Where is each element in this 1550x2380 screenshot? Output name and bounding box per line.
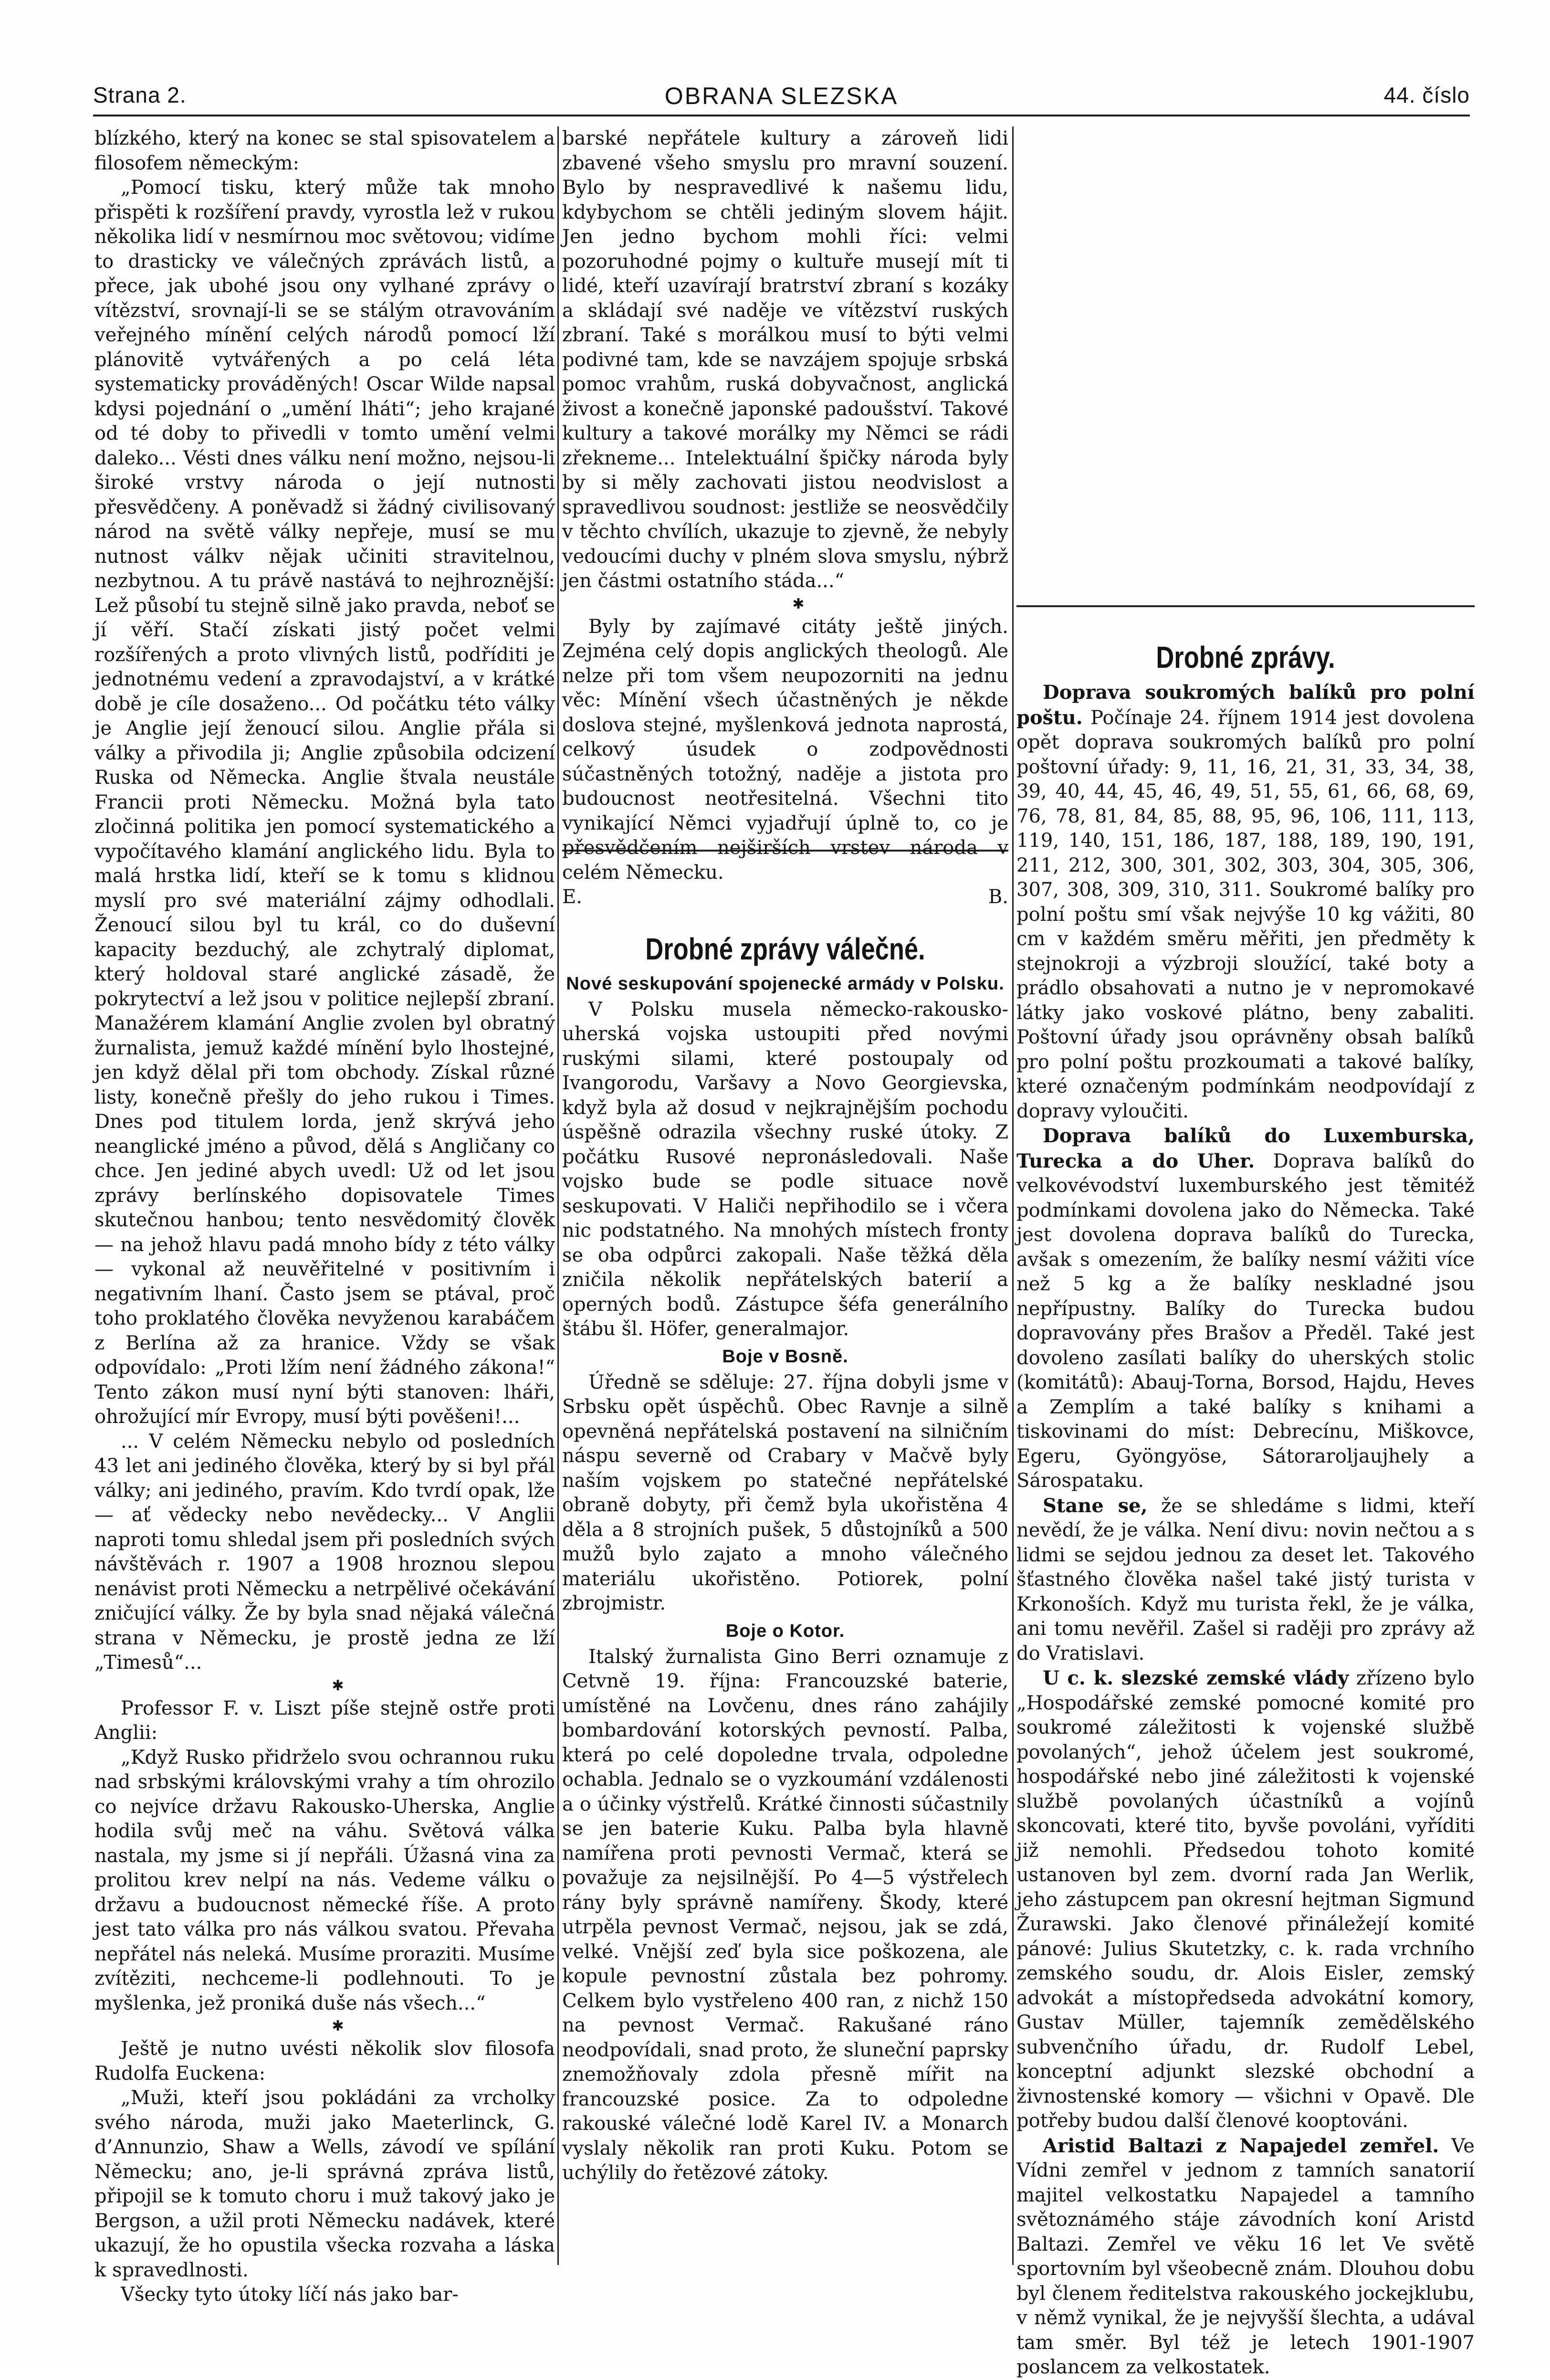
column-divider <box>557 126 559 2265</box>
page-header <box>93 76 1470 116</box>
news-item <box>1016 2134 1475 2380</box>
blank-area <box>1016 126 1475 623</box>
paragraph: barské nepřátele kultury a zároveň lidi zbavené všeho smyslu pro mravní souzení. Bylo by nespravedlivé k našemu lidu, kdybychom se chtěli jediným slovem hájit. Jen jedno bychom mohli říci: velmi pozoruhodné pojmy o kultuře musejí mít ti lidé, kteří uzavírají bratrství zbraní s kozáky a skládají své naděje ve vítězství ruských zbraní. Také s morálkou musí to býti velmi podivné tam, kde se navzájem spojuje srbská pomoc vrahům, ruská dobyvačnost, anglická živost a konečně japonské padoušství. Takové kultury a takové morálky my Němci se rádi zřekneme... Intelektuální špičky národa byly by si měly zachovati jistou neodvislost a spravedlivou soudnost: jestliže se neosvědčily v těchto chvílích, ukazuje to zjevně, že nebyly vedoucími duchy v plném slova smyslu, nýbrž jen částmi ostatního stáda...“ <box>562 127 1008 592</box>
news-item <box>1016 1494 1475 1666</box>
quote-paragraph: „Když Rusko přidrželo svou ochrannou ruku nad srbskými královskými vrahy a tím ohrozilo co nejvíce državu Rakousko-Uherska, Anglie hodila svůj meč na váhu. Světová válka nastala, my jsme si jí nepřáli. Úžasná vina za prolitou krev nelpí na nás. Vedeme válku o državu a budoucnost německé říše. A proto jest tato válka pro nás válkou svatou. Převaha nepřátel nás neleká. Musíme proraziti. Musíme zvítěziti, nechceme-li podlehnouti. To je myšlenka, jež proniká duše nás všech...“ <box>94 1746 555 2014</box>
quote-paragraph: „Muži, kteří jsou pokládáni za vrcholky svého národa, muži jako Maeterlinck, G. d’Annunzio, Shaw a Wells, závodí ve spílání Německu; ano, je-li správná zpráva listů, připojil se k tomuto choru i muž takový jako je Bergson, a užil proti Německu nadávek, které ukazují, že ho opustila všecka rozvaha a láska k spravedlnosti. <box>94 2087 555 2281</box>
asterisk-separator: ✱ <box>332 2018 344 2034</box>
news-item-text: Počínaje 24. říjnem 1914 jest dovolena opět doprava soukromých balíků pro polní poštovní úřady: 9, 11, 16, 21, 31, 33, 34, 38, 39, 40, 44, 45, 46, 49, 51, 55, 61, 66, 68, 69, 76, 78, 81, 84, 85, 88, 95, 96, 106, 111, 113, 119, 140, 151, 186, 187, 188, 189, 190, 191, 211, 212, 300, 301, 302, 303, 304, 305, 306, 307, 308, 309, 310, 311. Soukromé balíky pro polní poštu smí však nejvýše 10 kg vážiti, 80 cm v každém směru měřiti, jen předměty k stejnokroji a výzbroji sloužící, také boty a prádlo obsahovati a nutno je v nepromokavé látky jako voskové plátno, beny zabaliti. Poštovní úřady jsou oprávněny obsah balíků pro polní poštu prozkoumati a takové balíky, které označeným podmínkám neodpovídají z dopravy vyloučiti. <box>1016 706 1475 1122</box>
subheading: Boje v Bosně. <box>722 1346 848 1367</box>
section-title-short-news: Drobné zprávy. <box>1156 640 1335 674</box>
news-item <box>1016 1666 1475 2134</box>
column-divider <box>1012 126 1014 2265</box>
paragraph: Professor F. v. Liszt píše stejně ostře proti Anglii: <box>94 1697 555 1744</box>
quote-paragraph: „Pomocí tisku, který může tak mnoho přispěti k rozšíření pravdy, vyrostla lež v rukou několika lidí v nesmírnou moc světovou; vidíme to drasticky ve válečných zprávách listů, a přece, jak ubohé jsou ony vylhané zprávy o vítězství, srovnají-li se se stálým otravováním veřejného mínění celých národů pomocí lží plánovitě vytvářených a po celá léta systematicky prováděných! Oscar Wilde napsal kdysi pojednání o „umění lháti“; jeho krajané od té doby to přivedli v tomto umění velmi daleko... Vésti dnes válku není možno, nejsou-li široké vrstvy národa o její nutnosti přesvědčeny. A poněvadž si žádný civilisovaný národ na světě války nepřeje, musí se mu nutnost válkv nějak učiniti stravitelnou, nezbytnou. A tu právě nastává to nejhroznější: Lež působí tu stejně silně jako pravda, neboť se jí věří. Stačí získati jistý počet velmi rozšířených a proto vlivných listů, podříditi je jednotnému vedení a zpravodajství, a v krátké době je cíle dosaženo... Od počátku této války je Anglie její ženoucí silou. Anglie přála si války a přivodila ji; Anglie způsobila odcizení Ruska od Německa. Anglie štvala neustále Francii proti Německu. Možná byla tato zločinná politika jen pomocí systematického a vypočítavého klamání anglického lidu. Byla to malá hrstka lidí, kteří se k tomu s klidnou myslí pro své materiální zájmy odhodlali. Ženoucí silou byl tu král, co do duševní kapacity bezduchý, ale zchytralý diplomat, který holdoval staré anglické zásadě, že pokrytectví a lež jsou v politice nejlepší zbraní. Manažérem klamání Anglie zvolen byl obratný žurnalista, jemuž každé mínění bylo lhostejné, jen když dělal při tom obchody. Získal různé listy, konečně přešly do jeho rukou i Times. Dnes pod titulem lorda, jenž skrývá jeho neanglické jméno a původ, dělá s Angličany co chce. Jen jediné abych uvedl: Už od let jsou zprávy berlínského dopisovatele Times skutečnou hanbou; tento nesvědomitý člověk — na jehož hlavu padá mnoho bídy z této války — vykonal až neuvěřitelné v positivním i negativním lhaní. Často jsem se ptával, proč toho proklatého člověka nevyženou karabáčem z Berlína až za hranice. Vždy se však odpovídalo: „Proti lžím není žádného zákona!“ Tento zákon musí nyní býti stanoven: lháři, ohrožující mír Evropy, musí býti pověšeni!... <box>94 177 555 1428</box>
asterisk-separator: ✱ <box>332 1677 344 1694</box>
news-item-text: zřízeno bylo „Hospodářské zemské pomocné komité pro soukromé záležitosti k vojenské službě povolaných“, jehož účelem jest soukromé, hospodářské nebo jiné záležitosti k vojenské službě povolaných účastníků a vojínů skoncovati, které tito, byvše povoláni, vyříditi již nemohli. Předsedou tohoto komité ustanoven byl zem. dvorní rada Jan Werlik, jeho zástupcem pan okresní hejtman Sigmund Žurawski. Jako členové přináležejí komité pánové: Julius Skutetzky, c. k. rada vrchního zemského soudu, dr. Alois Eisler, zemský advokát a místopředseda advokátní komory, Gustav Müller, tajemník zemědělského subvenčního úřadu, dr. Rudolf Lebel, konceptní adjunkt slezské obchodní a živnostenské komory — všichni v Opavě. Dle potřeby budou další členové kooptováni. <box>1016 1667 1475 2132</box>
column-left <box>94 126 555 2306</box>
newspaper-title: OBRANA SLEZSKA <box>664 83 899 109</box>
section-title-war-news: Drobné zprávy válečné. <box>645 931 925 966</box>
news-item-heading: Doprava balíků do Luxemburska, Turecka a do Uher. <box>1016 1125 1475 1172</box>
paragraph: ... V celém Německu nebylo od posledních 43 let ani jediného člověka, který by si byl přál války; ani jediného, pravím. Kdo tvrdí opak, lže — ať vědecky nebo nevědecky... V Anglii naproti tomu shledal jsem při posledních svých návštěvách r. 1907 a 1908 hroznou slepou nenávist proti Německu a netrpělivé očekávání zničující války. Že by byla snad nějaká válečná strana v Německu, je prostě jedna ze lží „Timesů“... <box>94 1430 555 1674</box>
page-number: Strana 2. <box>93 83 187 107</box>
paragraph: Byly by zajímavé citáty ještě jiných. Zejména celý dopis anglických theologů. Ale nelze při tom všem neupozorniti na jednu věc: Mínění všech účastněných je někde doslova stejné, myšlenková jednota naprostá, celkový úsudek o zodpovědnosti súčastněných totožný, naděje a jistota pro budoucnost neotřesitelná. Všechni tito vynikající Němci vyjadřují úplně to, co je přesvědčením nejširších vrstev národa v celém Německu. <box>562 615 1008 884</box>
paragraph: Ještě je nutno uvésti několik slov filosofa Rudolfa Euckena: <box>94 2038 555 2085</box>
news-item-text: že se shledáme s lidmi, kteří nevědí, že je válka. Není divu: novin nečtou a s lidmi se sejdou jednou za deset let. Takového šťastného člověka našel také jistý turista v Krkonoších. Když mu turista řekl, že je válka, ani tomu nevěřil. Zašel si raději pro zprávy až do Vratislavi. <box>1016 1495 1475 1664</box>
news-item-heading: Aristid Baltazi z Napajedel zemřel. <box>1043 2134 1439 2157</box>
news-item-heading: Doprava soukromých balíků pro polní poštu. <box>1016 681 1475 729</box>
news-item <box>1016 1124 1475 1494</box>
paragraph: blízkého, který na konec se stal spisovatelem a filosofem německým: <box>94 127 555 174</box>
news-item-heading: Stane se, <box>1043 1494 1148 1517</box>
asterisk-separator: ✱ <box>792 595 805 612</box>
news-item-text: Ve Vídni zemřel v jednom z tamních sanatorií majitel velkostatku Napajedel a tamního světoznámého stáje závodních koní Aristd Baltazi. Zemřel ve věku 16 let Ve světě sportovním byl všeobecně znám. Dlouhou dobu byl členem ředitelstva rakouského jockejklubu, v němž vynikal, že je nejvyšší šlechta, a udával tam směr. Byl též je letech 1901-1907 poslancem za velkostatek. <box>1016 2135 1475 2378</box>
column-middle <box>562 126 1008 2265</box>
issue-number: 44. číslo <box>1383 83 1470 107</box>
news-item-text: Doprava balíků do velkovévodství luxemburského jest těmitéž podmínkami dovolena jako do Německa. Také jest dovolena doprava balíků do Turecka, avšak s omezením, že balíky nesmí vážiti více než 5 kg a že balíky neskladné jsou nepřípustny. Balíky do Turecka budou dopravovány přes Brašov a Předěl. Také jest dovoleno zasílati balíky do uherských stolic (komitátů): Abauj-Torna, Borsod, Hajdu, Heves a Zemplím a také balíky s knihami a tiskovinami do míst: Debrecínu, Miškovce, Egeru, Gyöngyöse, Sátoraroljaujhely a Sárospataku. <box>1016 1150 1475 1492</box>
paragraph: Italský žurnalista Gino Berri oznamuje z Cetvně 19. října: Francouzské baterie, umístěné na Lovčenu, dnes ráno zahájily bombardování kotorských pevností. Palba, která po celé dopoledne trvala, odpoledne ochabla. Jednalo se o vyzkoumání vzdálenosti a o účinky výstřelů. Krátké činnosti súčastnily se jen baterie Kuku. Palba byla hlavně namířena proti pevnosti Vermač, která se považuje za nejsilnější. Po 4—5 výstřelech rány byly správně namířeny. Škody, které utrpěla pevnost Vermač, nejsou, jak se zdá, velké. Vnější zeď byla sice poškozena, ale kopule pevnostní zůstala bez pohromy. Celkem bylo vystřeleno 400 ran, z nichž 150 na pevnost Vermač. Rakušané ráno neodpovídali, snad proto, že sluneční paprsky znemožňovaly zdola přesně mířit na francouzské posice. Za to odpoledne rakouské válečné lodě Karel IV. a Monarch vyslaly několik ran proti Kuku. Potom se uchýlily do řetězové zátoky. <box>562 1645 1008 2184</box>
paragraph: Všecky tyto útoky líčí nás jako bar- <box>121 2284 459 2306</box>
column-right <box>1016 126 1475 2378</box>
author-signature: E. B. <box>562 886 1008 908</box>
news-item <box>1016 680 1475 1124</box>
paragraph: Úředně se sděluje: 27. října dobyli jsme v Srbsku opět úspěchů. Obec Ravnje a silně opevněná nepřátelská postavení na silničním náspu severně od Crabary v Mačvě byly naším vojskem po statečné nepřátelské obraně dobyty, při čemž byla ukořistěna 4 děla a 8 strojních pušek, 5 důstojníků a 500 mužů bylo zajato a mnoho válečného materiálu ukořistěno. Potiorek, polní zbrojmistr. <box>562 1371 1008 1614</box>
paragraph: V Polsku musela německo-rakousko-uherská vojska ustoupiti před novými ruskými silami, které postoupaly od Ivangorodu, Varšavy a Novo Georgievska, když byla až dosud v nejkrajnějším pochodu úspěšně odrazila všechny ruské útoky. Z počátku Rusové nepronásledovali. Naše vojsko bude se podle situace nově seskupovati. V Haliči nepřihodilo se i včera nic podstatného. Na mnohých místech fronty se oba odpůrci zakopali. Naše těžká děla zničila několik nepřátelských baterií a operných bodů. Zástupce šéfa generálního štábu šl. Höfer, generalmajor. <box>562 998 1008 1340</box>
subheading: Nové seskupování spojenecké armády v Polsku. <box>566 973 1005 994</box>
subheading: Boje o Kotor. <box>725 1621 845 1641</box>
news-item-heading: U c. k. slezské zemské vlády <box>1043 1667 1349 1689</box>
